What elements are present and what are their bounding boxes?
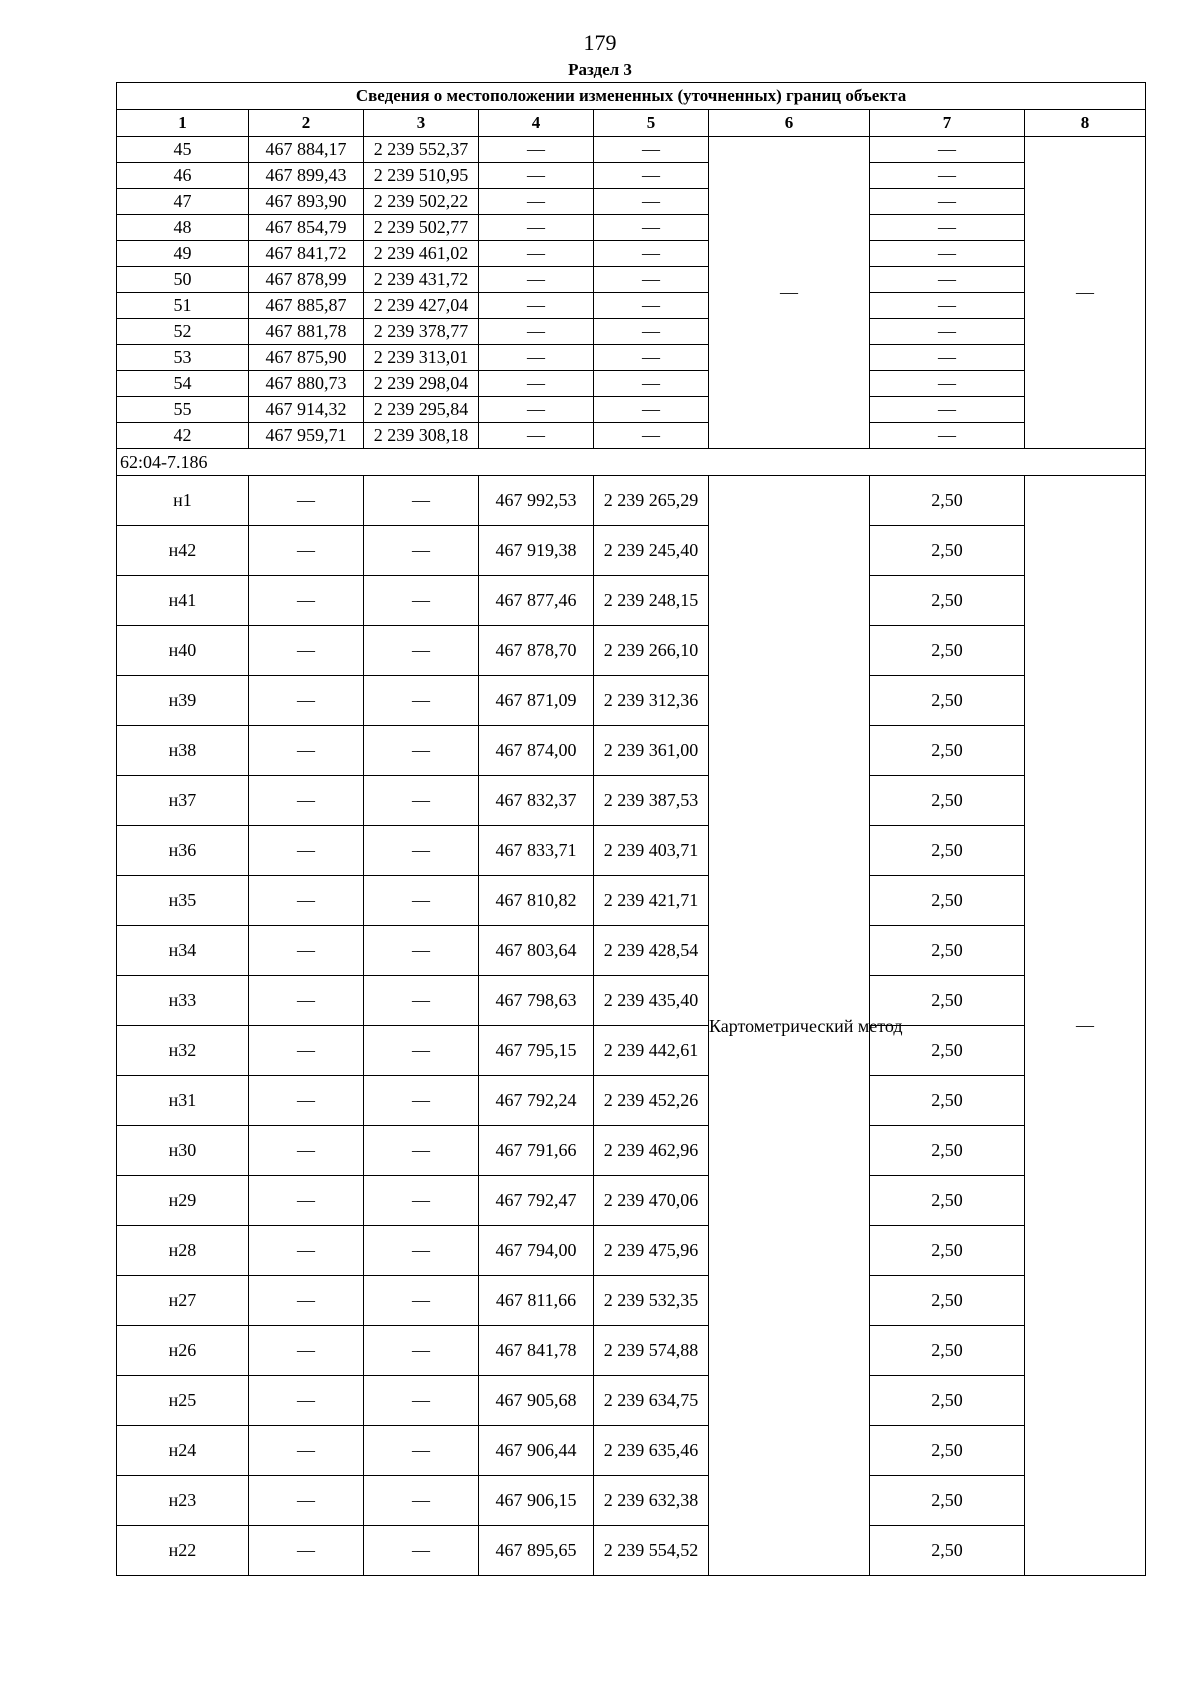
table-cell: 2,50 xyxy=(870,976,1025,1026)
table-cell: — xyxy=(479,293,594,319)
table-cell: н35 xyxy=(117,876,249,926)
table-cell: — xyxy=(249,1026,364,1076)
table-cell: н26 xyxy=(117,1326,249,1376)
table-cell: 2,50 xyxy=(870,1426,1025,1476)
table-cell: 2 239 502,77 xyxy=(364,215,479,241)
table-cell: — xyxy=(249,576,364,626)
table-cell: 467 905,68 xyxy=(479,1376,594,1426)
table-cell: — xyxy=(364,876,479,926)
table-cell: — xyxy=(870,371,1025,397)
table-row xyxy=(117,626,1146,676)
table-row xyxy=(117,526,1146,576)
table-cell: 2 239 428,54 xyxy=(594,926,709,976)
column-header: 7 xyxy=(870,110,1025,137)
table-cell: 46 xyxy=(117,163,249,189)
table-cell: н30 xyxy=(117,1126,249,1176)
table-cell: 2 239 470,06 xyxy=(594,1176,709,1226)
table-row xyxy=(117,345,1146,371)
table-cell: 467 914,32 xyxy=(249,397,364,423)
table-cell: 467 791,66 xyxy=(479,1126,594,1176)
table-row xyxy=(117,1476,1146,1526)
table-cell: 2,50 xyxy=(870,1176,1025,1226)
table-cell: 2 239 308,18 xyxy=(364,423,479,449)
table-row xyxy=(117,1526,1146,1576)
table-cell: 42 xyxy=(117,423,249,449)
table-cell: — xyxy=(364,726,479,776)
table-cell: — xyxy=(594,293,709,319)
table-cell: 55 xyxy=(117,397,249,423)
table-cell: — xyxy=(364,826,479,876)
table-cell: 467 880,73 xyxy=(249,371,364,397)
table-cell: 467 794,00 xyxy=(479,1226,594,1276)
table-cell: 2,50 xyxy=(870,926,1025,976)
table-cell: 2,50 xyxy=(870,1526,1025,1576)
table-cell: 53 xyxy=(117,345,249,371)
table-body xyxy=(117,83,1146,1576)
table-cell: — xyxy=(364,676,479,726)
table-cell: н1 xyxy=(117,476,249,526)
table-cell: — xyxy=(594,189,709,215)
table-cell: — xyxy=(479,241,594,267)
method-cell: Картометрический метод xyxy=(709,476,870,1576)
table-cell: — xyxy=(594,423,709,449)
table-cell: 2 239 387,53 xyxy=(594,776,709,826)
table-cell: 467 841,78 xyxy=(479,1326,594,1376)
table-cell: 2 239 431,72 xyxy=(364,267,479,293)
table-row xyxy=(117,1276,1146,1326)
table-cell: — xyxy=(479,397,594,423)
table-cell: — xyxy=(249,476,364,526)
table-row xyxy=(117,676,1146,726)
table-cell: 50 xyxy=(117,267,249,293)
table-row xyxy=(117,293,1146,319)
table-cell: н25 xyxy=(117,1376,249,1426)
table-cell: — xyxy=(364,926,479,976)
table-cell: 49 xyxy=(117,241,249,267)
table-cell: 2 239 462,96 xyxy=(594,1126,709,1176)
table-cell: 467 871,09 xyxy=(479,676,594,726)
table-cell: — xyxy=(479,137,594,163)
table-cell: 467 874,00 xyxy=(479,726,594,776)
table-cell: 467 811,66 xyxy=(479,1276,594,1326)
table-cell: 2,50 xyxy=(870,726,1025,776)
table-cell: 467 803,64 xyxy=(479,926,594,976)
cadastral-number: 62:04-7.186 xyxy=(117,449,1146,476)
table-cell: — xyxy=(870,215,1025,241)
table-cell: 2 239 554,52 xyxy=(594,1526,709,1576)
table-cell: 467 906,44 xyxy=(479,1426,594,1476)
table-cell: — xyxy=(870,189,1025,215)
table-cell: — xyxy=(870,137,1025,163)
table-cell: 467 919,38 xyxy=(479,526,594,576)
table-cell: 2,50 xyxy=(870,476,1025,526)
table-cell: — xyxy=(364,1176,479,1226)
table-cell: 2,50 xyxy=(870,1226,1025,1276)
table-cell: 2 239 361,00 xyxy=(594,726,709,776)
column-header: 4 xyxy=(479,110,594,137)
table-cell: — xyxy=(479,345,594,371)
column-header: 5 xyxy=(594,110,709,137)
table-cell: — xyxy=(870,267,1025,293)
method-cell: — xyxy=(709,137,870,449)
table-row xyxy=(117,1426,1146,1476)
table-cell: — xyxy=(249,1276,364,1326)
table-caption-row xyxy=(117,83,1146,110)
table-cell: 2,50 xyxy=(870,526,1025,576)
column-header: 8 xyxy=(1025,110,1146,137)
table-cell: — xyxy=(364,526,479,576)
table-cell: 52 xyxy=(117,319,249,345)
table-row xyxy=(117,1376,1146,1426)
table-cell: 2,50 xyxy=(870,1326,1025,1376)
table-cell: 48 xyxy=(117,215,249,241)
table-cell: 467 810,82 xyxy=(479,876,594,926)
merged-cell: — xyxy=(1025,137,1146,449)
table-cell: 467 792,47 xyxy=(479,1176,594,1226)
table-row xyxy=(117,215,1146,241)
table-cell: 467 875,90 xyxy=(249,345,364,371)
table-cell: — xyxy=(249,826,364,876)
table-cell: — xyxy=(479,215,594,241)
table-cell: н36 xyxy=(117,826,249,876)
table-cell: н42 xyxy=(117,526,249,576)
table-row xyxy=(117,976,1146,1026)
table-row xyxy=(117,137,1146,163)
table-cell: — xyxy=(249,676,364,726)
table-cell: — xyxy=(249,1126,364,1176)
table-cell: 2 239 421,71 xyxy=(594,876,709,926)
table-cell: 2 239 574,88 xyxy=(594,1326,709,1376)
table-cell: 467 906,15 xyxy=(479,1476,594,1526)
table-row xyxy=(117,1026,1146,1076)
table-cell: 2 239 632,38 xyxy=(594,1476,709,1526)
table-cell: 467 832,37 xyxy=(479,776,594,826)
table-cell: 2,50 xyxy=(870,826,1025,876)
table-cell: 2 239 313,01 xyxy=(364,345,479,371)
table-cell: — xyxy=(249,1226,364,1276)
table-cell: н40 xyxy=(117,626,249,676)
table-cell: 2,50 xyxy=(870,876,1025,926)
table-row xyxy=(117,926,1146,976)
table-row xyxy=(117,1226,1146,1276)
table-cell: 467 878,70 xyxy=(479,626,594,676)
table-row xyxy=(117,1176,1146,1226)
table-cell: — xyxy=(594,137,709,163)
table-cell: — xyxy=(870,163,1025,189)
table-row xyxy=(117,1126,1146,1176)
table-cell: 467 881,78 xyxy=(249,319,364,345)
table-cell: — xyxy=(364,1426,479,1476)
table-cell: — xyxy=(249,876,364,926)
table-row xyxy=(117,826,1146,876)
table-cell: 2,50 xyxy=(870,676,1025,726)
table-cell: — xyxy=(364,576,479,626)
table-cell: — xyxy=(870,319,1025,345)
table-cell: — xyxy=(364,1226,479,1276)
merged-cell: — xyxy=(1025,476,1146,1576)
page-number: 179 xyxy=(583,30,617,55)
table-cell: н38 xyxy=(117,726,249,776)
table-cell: 467 833,71 xyxy=(479,826,594,876)
table-cell: — xyxy=(479,163,594,189)
table-cell: — xyxy=(594,371,709,397)
table-cell: 467 877,46 xyxy=(479,576,594,626)
table-cell: 2 239 634,75 xyxy=(594,1376,709,1426)
section-title: Раздел 3 xyxy=(568,60,632,79)
table-cell: — xyxy=(364,1526,479,1576)
table-cell: н41 xyxy=(117,576,249,626)
table-cell: — xyxy=(870,293,1025,319)
table-cell: н37 xyxy=(117,776,249,826)
table-cell: — xyxy=(870,241,1025,267)
table-cell: 54 xyxy=(117,371,249,397)
table-cell: — xyxy=(594,215,709,241)
table-cell: — xyxy=(479,423,594,449)
table-cell: 467 795,15 xyxy=(479,1026,594,1076)
table-cell: н24 xyxy=(117,1426,249,1476)
table-row xyxy=(117,1326,1146,1376)
table-row xyxy=(117,189,1146,215)
table-cell: 467 854,79 xyxy=(249,215,364,241)
table-cell: н39 xyxy=(117,676,249,726)
table-cell: — xyxy=(249,1326,364,1376)
table-cell: — xyxy=(249,1176,364,1226)
table-row xyxy=(117,776,1146,826)
table-cell: — xyxy=(364,476,479,526)
table-cell: 2,50 xyxy=(870,1276,1025,1326)
table-cell: 2 239 295,84 xyxy=(364,397,479,423)
table-cell: 467 899,43 xyxy=(249,163,364,189)
table-row xyxy=(117,476,1146,526)
table-cell: — xyxy=(249,726,364,776)
table-cell: — xyxy=(594,241,709,267)
table-cell: — xyxy=(249,926,364,976)
table-cell: 2 239 435,40 xyxy=(594,976,709,1026)
table-cell: — xyxy=(479,319,594,345)
table-cell: — xyxy=(594,163,709,189)
table-cell: 2 239 266,10 xyxy=(594,626,709,676)
table-cell: — xyxy=(364,1026,479,1076)
column-header-row xyxy=(117,110,1146,137)
table-cell: 2,50 xyxy=(870,576,1025,626)
table-row xyxy=(117,241,1146,267)
table-cell: 51 xyxy=(117,293,249,319)
table-cell: н34 xyxy=(117,926,249,976)
table-cell: — xyxy=(479,189,594,215)
table-row xyxy=(117,1076,1146,1126)
table-cell: — xyxy=(594,319,709,345)
table-cell: н23 xyxy=(117,1476,249,1526)
table-cell: — xyxy=(249,976,364,1026)
table-cell: 2 239 502,22 xyxy=(364,189,479,215)
table-cell: — xyxy=(249,626,364,676)
table-cell: — xyxy=(870,397,1025,423)
cadastral-number-row xyxy=(117,449,1146,476)
table-cell: н29 xyxy=(117,1176,249,1226)
table-cell: 467 792,24 xyxy=(479,1076,594,1126)
table-cell: — xyxy=(479,267,594,293)
table-cell: н28 xyxy=(117,1226,249,1276)
table-row xyxy=(117,267,1146,293)
table-cell: 2 239 298,04 xyxy=(364,371,479,397)
table-cell: — xyxy=(364,626,479,676)
table-cell: 45 xyxy=(117,137,249,163)
table-cell: — xyxy=(364,1376,479,1426)
table-row xyxy=(117,163,1146,189)
table-cell: 467 884,17 xyxy=(249,137,364,163)
table-cell: 2 239 510,95 xyxy=(364,163,479,189)
table-cell: 2 239 475,96 xyxy=(594,1226,709,1276)
table-cell: — xyxy=(364,1276,479,1326)
column-header: 2 xyxy=(249,110,364,137)
table-cell: — xyxy=(870,345,1025,371)
table-cell: — xyxy=(249,1426,364,1476)
table-cell: 467 893,90 xyxy=(249,189,364,215)
table-cell: 2 239 635,46 xyxy=(594,1426,709,1476)
table-cell: — xyxy=(249,1476,364,1526)
table-cell: 467 841,72 xyxy=(249,241,364,267)
table-cell: 2 239 427,04 xyxy=(364,293,479,319)
table-cell: — xyxy=(249,1076,364,1126)
table-cell: 2 239 312,36 xyxy=(594,676,709,726)
column-header: 3 xyxy=(364,110,479,137)
table-cell: 467 992,53 xyxy=(479,476,594,526)
table-cell: — xyxy=(594,345,709,371)
table-cell: 2 239 248,15 xyxy=(594,576,709,626)
table-row xyxy=(117,726,1146,776)
table-row xyxy=(117,876,1146,926)
table-cell: — xyxy=(249,526,364,576)
table-cell: — xyxy=(249,1376,364,1426)
table-caption: Сведения о местоположении измененных (уточненных) границ объекта xyxy=(117,83,1146,110)
table-cell: — xyxy=(249,776,364,826)
table-cell: 2,50 xyxy=(870,1376,1025,1426)
table-cell: 2 239 265,29 xyxy=(594,476,709,526)
table-row xyxy=(117,397,1146,423)
table-cell: 47 xyxy=(117,189,249,215)
table-cell: — xyxy=(870,423,1025,449)
table-cell: — xyxy=(364,976,479,1026)
table-cell: — xyxy=(364,776,479,826)
table-cell: — xyxy=(594,397,709,423)
table-row xyxy=(117,576,1146,626)
column-header: 1 xyxy=(117,110,249,137)
table-cell: 2 239 452,26 xyxy=(594,1076,709,1126)
table-cell: 2,50 xyxy=(870,1476,1025,1526)
table-cell: 2 239 552,37 xyxy=(364,137,479,163)
table-cell: — xyxy=(479,371,594,397)
table-cell: — xyxy=(364,1076,479,1126)
table-cell: 2 239 245,40 xyxy=(594,526,709,576)
table-cell: 467 798,63 xyxy=(479,976,594,1026)
table-cell: 2 239 378,77 xyxy=(364,319,479,345)
table-cell: — xyxy=(364,1476,479,1526)
table-cell: 2 239 532,35 xyxy=(594,1276,709,1326)
table-row xyxy=(117,319,1146,345)
table-row xyxy=(117,371,1146,397)
table-cell: 2,50 xyxy=(870,776,1025,826)
table-cell: 2,50 xyxy=(870,1076,1025,1126)
table-cell: н32 xyxy=(117,1026,249,1076)
table-cell: н22 xyxy=(117,1526,249,1576)
table-cell: 467 878,99 xyxy=(249,267,364,293)
table-cell: 2 239 442,61 xyxy=(594,1026,709,1076)
table-cell: н31 xyxy=(117,1076,249,1126)
table-row xyxy=(117,423,1146,449)
boundary-table xyxy=(116,82,1146,1576)
table-cell: н33 xyxy=(117,976,249,1026)
table-cell: 2,50 xyxy=(870,1026,1025,1076)
table-cell: 467 885,87 xyxy=(249,293,364,319)
table-cell: 467 959,71 xyxy=(249,423,364,449)
table-cell: — xyxy=(364,1126,479,1176)
table-cell: — xyxy=(249,1526,364,1576)
table-cell: 2,50 xyxy=(870,626,1025,676)
table-cell: — xyxy=(364,1326,479,1376)
table-cell: 2,50 xyxy=(870,1126,1025,1176)
table-cell: н27 xyxy=(117,1276,249,1326)
table-cell: — xyxy=(594,267,709,293)
table-cell: 2 239 461,02 xyxy=(364,241,479,267)
table-cell: 467 895,65 xyxy=(479,1526,594,1576)
column-header: 6 xyxy=(709,110,870,137)
table-cell: 2 239 403,71 xyxy=(594,826,709,876)
